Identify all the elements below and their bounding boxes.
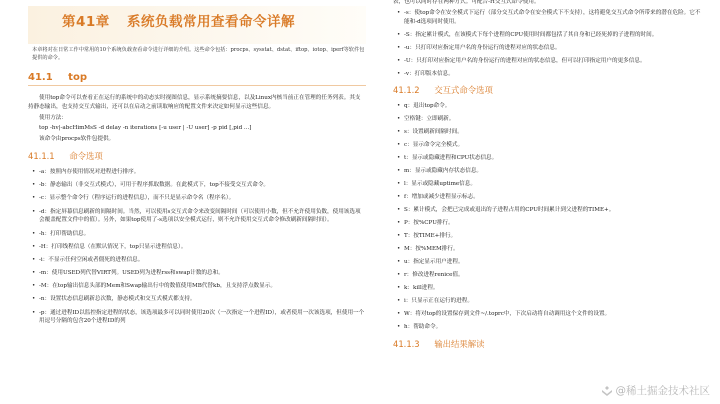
list-item: • -p：通过进程ID以监控指定进程的状态，该选项最多可以同时使用20次（一次指定一个进程ID），或者使用一次该选项，但使用一个用逗号分隔的包含20个进程ID的列 (32, 309, 365, 325)
bullet: • (397, 311, 401, 318)
left-column (28, 0, 366, 404)
chapter-title: 系统负载常用查看命令详解 (127, 14, 295, 30)
bullet: • (397, 9, 401, 16)
bullet: • (32, 230, 36, 237)
bullet: • (397, 272, 401, 279)
list-item: • -v：打印版本信息。 (397, 70, 454, 77)
juejin-logo-icon (601, 385, 613, 397)
list-item: • c：显示命令完全模式。 (397, 142, 464, 149)
subsection-heading-options (28, 150, 366, 162)
list-item: • t：显示或隐藏进程和CPU状态信息。 (397, 155, 498, 162)
subsection-title: 命令选项 (69, 150, 103, 161)
subsection-heading-output (393, 338, 705, 350)
bullet: • (397, 181, 401, 188)
list-item: • -b：静态输出（非交互式模式），可用于程序抓取数据。在此模式下，top不接受交互式命令。 (32, 182, 270, 189)
subsection-number: 41.1.2 (393, 85, 420, 96)
list-item: • -S：指定累计模式，在该模式下每个进程的CPU使用时间都包括了其自身和已经死掉的子进程的时间。 (397, 31, 658, 38)
list-item: • -m：使用USED列代替VIRT列。USED列为进程rss和swap计数的总和。 (32, 270, 224, 277)
chapter-header (28, 6, 366, 44)
subsection-number: 41.1.3 (393, 338, 420, 349)
bullet: • (397, 103, 401, 110)
bullet: • (397, 246, 401, 253)
paragraph-package: 该命令由procps软件包提供。 (39, 136, 115, 143)
list-item: • -h：打印帮助信息。 (32, 230, 90, 237)
subsection-title: 交互式命令选项 (434, 85, 493, 96)
option-list (28, 168, 366, 326)
bullet: • (397, 44, 401, 51)
bullet: • (32, 256, 36, 263)
bullet: • (397, 168, 401, 175)
list-item: • u：指定显示用户进程。 (397, 259, 464, 266)
interactive-command-list (393, 102, 705, 332)
paragraph-continued: 表，也可以同时存在两种方式。可配合-H交互式命令使用。 (393, 0, 540, 5)
bullet: • (397, 233, 401, 240)
subsection-heading-interactive (393, 84, 705, 96)
bullet: • (32, 309, 36, 316)
list-item: • T：按TIME+排行。 (397, 233, 457, 240)
usage-command: top -hv|-abcHimMsS -d delay -n iterations [-u user | -U user] -p pid [,pid ...] (39, 125, 252, 132)
bullet: • (397, 298, 401, 305)
chapter-number: 第41章 (62, 14, 110, 30)
list-item: • h：帮助命令。 (397, 324, 442, 331)
watermark (601, 383, 711, 398)
bullet: • (397, 155, 401, 162)
subsection-title: 输出结果解读 (434, 338, 485, 349)
list-item: • -c：显示整个命令行（程序运行的进程信息），而不只是显示命令名（程序名）。 (32, 195, 235, 202)
list-item: • m：显示或隐藏内存状态信息。 (397, 168, 483, 175)
bullet: • (397, 70, 401, 77)
bullet: • (32, 270, 36, 277)
list-item: • 空格键：立即刷新。 (397, 116, 455, 123)
paragraph-usage-label: 使用方法： (39, 114, 67, 121)
bullet: • (32, 283, 36, 290)
bullet: • (397, 116, 401, 123)
list-item: • -U：只打印对应指定用户名的身份运行的进程对应的状态信息，但可以打印指定用户的更多信息。 (397, 57, 646, 64)
bullet: • (397, 220, 401, 227)
bullet: • (397, 207, 401, 214)
list-item: • -H：打印线程信息（在默认情况下，top只显示进程信息）。 (32, 243, 187, 250)
bullet: • (397, 324, 401, 331)
list-item: • r：修改进程renice值。 (397, 272, 464, 279)
bullet: • (32, 168, 36, 175)
option-list-continued (393, 9, 705, 79)
bullet: • (397, 31, 401, 38)
right-column (393, 0, 705, 404)
subsection-number: 41.1.1 (28, 150, 55, 161)
list-item: • -M：在top输出信息头部的Mem和Swap输出行中的数值使用MB代替kb，且支持浮点数显示。 (32, 283, 276, 290)
bullet: • (32, 296, 36, 303)
section-heading-top (28, 72, 366, 86)
bullet: • (32, 195, 36, 202)
list-item: • -i：不显示任何空闲或者僵死的进程信息。 (32, 256, 144, 263)
list-item: • -n：设置状态信息刷新总次数，静态模式和交互式模式都支持。 (32, 296, 196, 303)
watermark-text: @稀土掘金技术社区 (615, 385, 710, 397)
paragraph-top-description: 使用top命令可以查看正在运行的系统中的动态实时视图信息，显示系统摘要信息，以及Linux内核当前正在管理的任务列表。其支持静态输出，也支持交互式输出，还可以在启动之前读取响应的配置文件来决定如何显示这些信息。 (28, 95, 361, 110)
section-title: top (68, 72, 87, 83)
list-item: • i：只显示正在运行的进程。 (397, 298, 473, 305)
list-item: • l：显示或隐藏uptime信息。 (397, 181, 476, 188)
bullet: • (397, 285, 401, 292)
bullet: • (32, 208, 36, 215)
list-item: • M：按%MEM排行。 (397, 246, 459, 253)
list-item: • S：累计模式，会把已完成或退出的子进程占用的CPU时间累计到父进程的TIME+。 (397, 207, 615, 214)
list-item: • f：增加或减少进程显示标志。 (397, 194, 479, 201)
list-item: • -a：按照内存使用情况对进程进行排序。 (32, 168, 140, 175)
list-item: • W：将对top的设置保存到文件~/.toprc中，下次启动将自动调用这个文件的设置。 (397, 311, 611, 318)
list-item: • k：kill进程。 (397, 285, 439, 292)
list-item: • -s：使top命令在安全模式下运行（部分交互式命令在安全模式下不支持），这将避免交互式命令所带来的潜在危险。它不能和-d选项同时使用。 (397, 9, 701, 25)
list-item: • q：退出top命令。 (397, 103, 451, 110)
bullet: • (32, 182, 36, 189)
bullet: • (397, 259, 401, 266)
list-item: • P：按%CPU排行。 (397, 220, 454, 227)
bullet: • (397, 129, 401, 136)
bullet: • (397, 57, 401, 64)
section-number: 41.1 (28, 72, 53, 83)
bullet: • (397, 194, 401, 201)
list-item: • -u：只打印对应指定用户名的身份运行的进程对应的状态信息。 (397, 44, 561, 51)
list-item: • s：设置刷新间隔时间。 (397, 129, 463, 136)
bullet: • (397, 142, 401, 149)
chapter-intro: 本章将对在日常工作中常用的10个系统负载查看命令进行详细的介绍。这些命令包括：procps、sysstat、dstat、iftop、iotop、iperf等软件包提供的命令。 (32, 47, 365, 61)
bullet: • (32, 243, 36, 250)
list-item: • -d：指定屏幕信息刷新的间隔时间。当然，可以使用s交互式命令来改变间隔时间（可以使用小数，但不允许使用负数，使用该选项会覆盖配置文件中的值）。另外，如果top使用了-s选项以安全模式运行，则不允许使用交互式命令修改刷新间隔时间）。 (32, 208, 361, 224)
